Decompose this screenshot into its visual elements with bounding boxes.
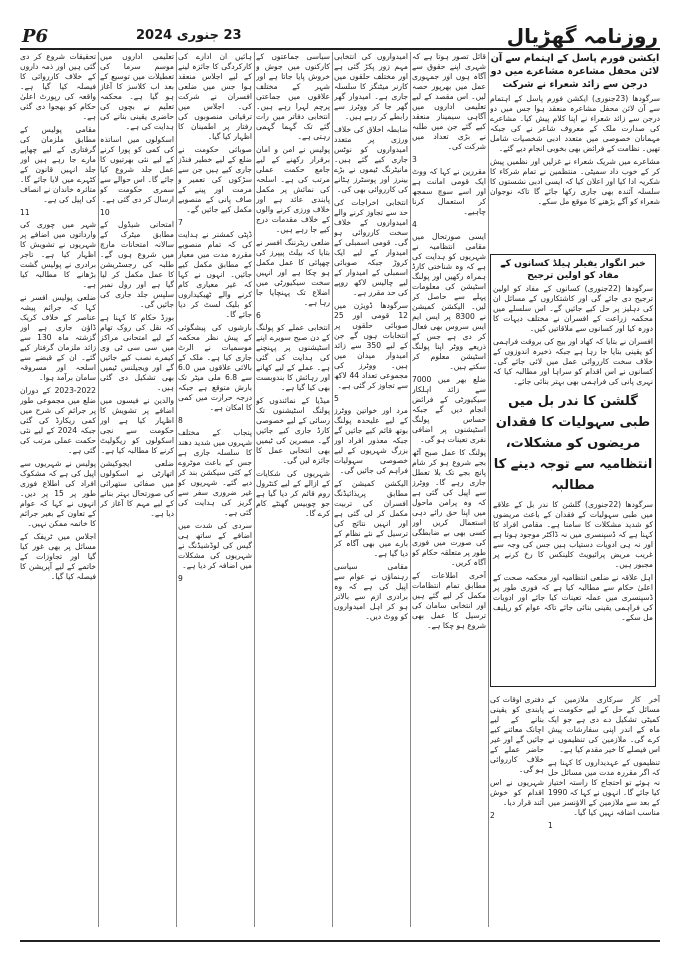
boxed-story-kicker: خبر انگوار یفیلر ہیلڈ کسانوں کے مفاد کو اولین ترجیح <box>500 258 646 281</box>
article-paragraph: ڈپٹی کمشنر نے ہدایت کی کہ تمام منصوبے مقررہ مدت میں معیار کے مطابق مکمل کیے جائیں۔ انہوں نے کہا کہ غیر معیاری کام کرنے والے ٹھیکیداروں کو بلیک لسٹ کر دیا جائے گا۔ <box>178 230 252 319</box>
column-divider <box>98 52 99 927</box>
story-number: 11 <box>20 208 30 217</box>
news-column <box>412 52 486 927</box>
story-number: 10 <box>100 208 110 217</box>
article-paragraph: صوبائی حکومت نے ضلع کے لیے خطیر فنڈز جاری کیے ہیں جن سے سڑکوں کی تعمیر و مرمت اور پینے کے صاف پانی کے منصوبے مکمل کیے جائیں گے۔ <box>178 145 252 214</box>
page-bottom-rule <box>20 940 660 942</box>
article-paragraph: ضابطہ اخلاق کی خلاف ورزی پر متعدد امیدواروں کو نوٹس جاری کیے گئے ہیں۔ مانیٹرنگ ٹیموں نے بڑے بینرز اور پوسٹرز ہٹانے کی کارروائی بھی کی۔ <box>334 125 408 194</box>
column-divider <box>488 52 489 927</box>
article-paragraph: شہریوں کی شکایات کے ازالے کے لیے کنٹرول روم قائم کر دیا گیا ہے جو چوبیس گھنٹے کام کرے گا۔ <box>256 469 330 518</box>
article-paragraph: شہر میں چوری کی وارداتوں میں اضافے پر شہریوں نے تشویش کا اظہار کیا ہے۔ تاجر برادری نے پولیس گشت بڑھانے کا مطالبہ کیا ہے۔ <box>20 220 96 289</box>
story-number: 1 <box>548 821 553 830</box>
article-paragraph: دفتری اوقات کی پابندی کو یقینی بنانے کے لیے اچانک معائنے کیے جائیں گے اور غیر حاضر عملے کے خلاف کارروائی ہو گی۔ <box>490 695 544 774</box>
article-paragraph: انتخابی عملے کو پولنگ کے دن صبح سویرے اپنے اسٹیشنوں پر پہنچنے کی ہدایت کی گئی ہے۔ عملے کے لیے کھانے اور رہائش کا بندوبست بھی کیا گیا ہے۔ <box>256 323 330 392</box>
article-paragraph: مقامی سیاسی رہنماؤں نے عوام سے اپیل کی ہے کہ وہ برادری ازم سے بالاتر ہو کر اہل امیدواروں کو ووٹ دیں۔ <box>334 562 408 621</box>
article-paragraph: سرگودھا (23جنوری) ایکشن فورم پاسل کے اہتمام سے آن لائن محفل مشاعرہ منعقد ہوا جس میں دو درجن سے زائد شعراء نے اپنا کلام پیش کیا۔ مشاعرے کی صدارت ملک کے معروف شاعر نے کی جبکہ مہمانان خصوصی میں متعدد ادبی شخصیات شامل تھیں۔ نظامت کے فرائض بھی بخوبی انجام دیے گئے۔ <box>490 94 660 153</box>
article-paragraph: امتحانی شیڈول کے مطابق میٹرک کے سالانہ امتحانات مارچ میں شروع ہوں گے۔ طلبہ کی رجسٹریشن کا عمل مکمل کر لیا گیا ہے اور رول نمبر سلپس جلد جاری کی جائیں گی۔ <box>100 220 174 309</box>
story-number: 9 <box>178 574 183 583</box>
article-paragraph: ضلعی ریٹرننگ افسر نے بتایا کہ بیلٹ پیپرز کی چھپائی کا عمل مکمل ہو چکا ہے اور انہیں سخت سیکیورٹی میں اضلاع تک پہنچایا جا رہا ہے۔ <box>256 238 330 307</box>
article-paragraph: سیاسی جماعتوں کے کارکنوں میں جوش و خروش پایا جاتا ہے اور شہر کے مختلف علاقوں میں جماعتی پرچم لہرا رہے ہیں۔ انتخابی دفاتر میں رات گئے تک گہما گہمی رہتی ہے۔ <box>256 52 330 141</box>
article-paragraph: ضلعی پولیس افسر نے کہا کہ جرائم پیشہ عناصر کے خلاف کریک ڈاؤن جاری ہے اور گزشتہ ماہ 130 سے زائد ملزمان گرفتار کیے گئے۔ ان کے قبضے سے اسلحہ اور مسروقہ سامان برآمد ہوا۔ <box>20 293 96 382</box>
article-paragraph: اہل علاقہ نے ضلعی انتظامیہ اور محکمہ صحت کے اعلیٰ حکام سے مطالبہ کیا ہے کہ فوری طور پر ڈسپنسری میں عملہ تعینات کیا جائے اور ادویات کی فراہمی یقینی بنائی جائے تاکہ عوام کو ریلیف مل سکے۔ <box>493 573 653 622</box>
article-paragraph: مشاعرے میں شریک شعراء نے غزلیں اور نظمیں پیش کر کے خوب داد سمیٹی۔ منتظمین نے تمام شرکاء کا شکریہ ادا کیا اور اعلان کیا کہ ایسی ادبی نشستوں کا سلسلہ آئندہ بھی جاری رکھا جائے گا تاکہ نوجوان شعراء کو آگے بڑھنے کا موقع مل سکے۔ <box>490 157 660 206</box>
article-paragraph: والدین نے فیسوں میں اضافے پر تشویش کا اظہار کیا ہے اور حکومت سے نجی اسکولوں کو ریگولیٹ کرنے کا مطالبہ کیا ہے۔ <box>100 396 174 455</box>
column-divider <box>254 52 255 927</box>
news-column <box>100 52 174 927</box>
article-paragraph: مقامی پولیس کے مطابق ملزمان کی گرفتاری کے لیے چھاپے مارے جا رہے ہیں اور جلد انہیں قانون کے کٹہرے میں لایا جائے گا۔ متاثرہ خاندان نے انصاف کی اپیل کی ہے۔ <box>20 125 96 204</box>
article-paragraph: 2023-2022 کے دوران ضلع میں مجموعی طور پر جرائم کی شرح میں کمی ریکارڈ کی گئی جبکہ 2024 کے لیے نئی حکمت عملی مرتب کی گئی ہے۔ <box>20 386 96 455</box>
story-number: 7 <box>178 218 183 227</box>
story-number: 4 <box>412 220 417 229</box>
article-paragraph: ضلعی ایجوکیشن اتھارٹی نے اسکولوں میں صفائی ستھرائی کی صورتحال بہتر بنانے کے لیے مہم کا آغاز کر دیا ہے۔ <box>100 459 174 518</box>
article-paragraph: پولنگ کا عمل صبح آٹھ بجے شروع ہو کر شام پانچ بجے تک بلا تعطل جاری رہے گا۔ ووٹرز سے اپیل کی گئی ہے کہ وہ پرامن ماحول میں اپنا حق رائے دہی استعمال کریں اور کسی بھی بے ضابطگی کی صورت میں فوری طور پر متعلقہ حکام کو آگاہ کریں۔ <box>412 448 486 567</box>
bottom-small-story <box>490 695 544 925</box>
column-divider <box>332 52 333 927</box>
publication-date: 23 جنوری 2024 <box>136 28 242 43</box>
story-number: 6 <box>256 311 261 320</box>
news-column <box>20 52 96 927</box>
top-story-headline: ایکشن فورم پاسل کے اہتمام سے آن لائن محفل مشاعرہ مشاعرے میں دو درجن سے زائد شعراء نے شرکت <box>490 53 660 90</box>
news-column <box>334 52 408 927</box>
column-divider <box>410 52 411 927</box>
article-paragraph: میڈیا کے نمائندوں کو پولنگ اسٹیشنوں تک رسائی کے لیے خصوصی کارڈ جاری کیے جائیں گے۔ مبصرین کی ٹیمیں بھی انتخابی عمل کا جائزہ لیں گی۔ <box>256 396 330 465</box>
article-paragraph: سرگودھا (22جنوری) کسانوں کے مفاد کو اولین ترجیح دی جائے گی اور کاشتکاروں کے مسائل ان کی دہلیز پر حل کیے جائیں گے۔ اس سلسلے میں محکمہ زراعت کے افسران نے مختلف دیہات کا دورہ کیا اور کسانوں سے ملاقاتیں کیں۔ <box>493 284 653 333</box>
page-number: P6 <box>22 26 49 47</box>
article-paragraph: آخر کار سرکاری ملازمین کے مسائل کے حل کے لیے حکومت نے کمیٹی تشکیل دے دی ہے جو ایک ماہ کے اندر اپنی سفارشات پیش کرے گی۔ ملازمین کی تنظیموں نے اس فیصلے کا خیر مقدم کیا ہے۔ <box>548 695 660 754</box>
article-paragraph: پنجاب کے مختلف شہروں میں شدید دھند کا سلسلہ جاری ہے جس کے باعث موٹروے کے کئی سیکشن بند کر دیے گئے۔ شہریوں کو غیر ضروری سفر سے گریز کی ہدایت کی گئی ہے۔ <box>178 428 252 517</box>
boxed-story <box>490 254 656 687</box>
article-paragraph: آخری اطلاعات کے مطابق تمام انتظامات مکمل کر لیے گئے ہیں اور انتخابی سامان کی ترسیل کا عمل بھی شروع ہو چکا ہے۔ <box>412 571 486 630</box>
newspaper-title: روزنامہ گھڑیال <box>506 24 658 48</box>
article-paragraph: امیدواروں کی انتخابی مہم زور پکڑ گئی ہے اور مختلف حلقوں میں کارنر میٹنگز کا سلسلہ جاری ہے۔ امیدوار گھر گھر جا کر ووٹرز سے رابطے کر رہے ہیں۔ <box>334 52 408 121</box>
bottom-right-story <box>548 695 660 925</box>
masthead <box>20 26 660 50</box>
article-paragraph: بارشوں کی پیشگوئی کے پیش نظر محکمہ موسمیات نے الرٹ جاری کیا ہے۔ ملک کے بالائی علاقوں میں 6.0 سے 6.8 ملی میٹر تک بارش متوقع ہے جبکہ درجہ حرارت میں کمی کا امکان ہے۔ <box>178 323 252 412</box>
article-paragraph: سردی کی شدت میں اضافے کے ساتھ ہی گیس کی لوڈشیڈنگ نے شہریوں کی مشکلات میں اضافہ کر دیا ہے۔ <box>178 521 252 570</box>
article-paragraph: اسکولوں میں اساتذہ کی کمی کو پورا کرنے کے لیے نئی بھرتیوں کا عمل جلد شروع کیا جائے گا۔ اس حوالے سے سمری حکومت کو ارسال کر دی گئی ہے۔ <box>100 135 174 204</box>
story-number: 8 <box>178 416 183 425</box>
article-paragraph: ہائیں ان ادارے کی کارکردگی کا جائزہ لینے کے لیے اجلاس منعقد ہوا جس میں ضلعی افسران نے شرکت کی۔ اجلاس میں ترقیاتی منصوبوں کی رفتار پر اطمینان کا اظہار کیا گیا۔ <box>178 52 252 141</box>
article-paragraph: تحقیقات شروع کر دی گئی ہیں اور ذمہ داروں کے خلاف کارروائی کا فیصلہ کیا گیا ہے۔ واقعہ کی رپورٹ اعلیٰ حکام کو بھجوا دی گئی ہے۔ <box>20 52 96 121</box>
article-paragraph: قائل تصور ہوتا ہے کہ شہری اپنے حقوق سے آگاہ ہوں اور جمہوری عمل میں بھرپور حصہ لیں۔ اس مقصد کے لیے تعلیمی اداروں میں آگاہی سیمینار منعقد کیے گئے جن میں طلبہ نے بڑی تعداد میں شرکت کی۔ <box>412 52 486 151</box>
article-paragraph: بورڈ حکام کا کہنا ہے کہ نقل کی روک تھام کے لیے امتحانی مراکز میں سی سی ٹی وی کیمرے نصب کیے جائیں گے اور ویجیلنس ٹیمیں بھی تشکیل دی گئی ہیں۔ <box>100 313 174 392</box>
article-paragraph: اجلاس میں ٹریفک کے مسائل پر بھی غور کیا گیا اور تجاوزات کے خاتمے کے لیے آپریشن کا فیصلہ کیا گیا۔ <box>20 532 96 581</box>
article-paragraph: شہریوں نے اس اقدام کو خوش آئند قرار دیا۔ <box>490 778 544 807</box>
article-paragraph: تعلیمی اداروں میں موسم سرما کی تعطیلات میں توسیع کے بعد اب کلاسز کا آغاز ہو گیا ہے۔ محکمہ تعلیم نے بچوں کی حاضری یقینی بنانے کی ہدایت کی ہے۔ <box>100 52 174 131</box>
article-paragraph: انتخابی اخراجات کی حد سے تجاوز کرنے والے امیدواروں کے خلاف سخت کارروائی ہو گی۔ قومی اسمبلی کے امیدوار کے لیے ایک کروڑ جبکہ صوبائی اسمبلی کے امیدوار کے لیے چالیس لاکھ روپے کی حد مقرر ہے۔ <box>334 198 408 297</box>
article-paragraph: الیکشن کمیشن کے مطابق پریذائیڈنگ افسران کی تربیت مکمل کر لی گئی ہے اور انہیں نتائج کی ترسیل کے نئے نظام کے بارے میں بھی آگاہ کر دیا گیا ہے۔ <box>334 479 408 558</box>
boxed-story-headline: گلشن کا ندر بل میں طبی سہولیات کا فقدان مریضوں کو مشکلات، انتظامیہ سے توجہ دینے کا مطالبہ <box>493 394 653 493</box>
story-number: 3 <box>412 155 417 164</box>
article-paragraph: پولیس نے شہریوں سے اپیل کی ہے کہ مشکوک افراد کی اطلاع فوری طور پر 15 پر دیں۔ انہوں نے کہا کہ عوام کے تعاون کے بغیر جرائم کا خاتمہ ممکن نہیں۔ <box>20 459 96 528</box>
story-number: 2 <box>490 811 495 820</box>
article-paragraph: تنظیموں کے عہدیداروں کا کہنا ہے کہ اگر مقررہ مدت میں مسائل حل نہ ہوئے تو احتجاج کا راستہ اختیار کیا جائے گا۔ انہوں نے کہا کہ 1990 کے بعد سے ملازمین کے الاؤنسز میں مناسب اضافہ نہیں کیا گیا۔ <box>548 758 660 817</box>
column-divider <box>176 52 177 927</box>
story-number: 5 <box>334 394 339 403</box>
article-paragraph: ایسی صورتحال میں مقامی انتظامیہ نے شہریوں کو ہدایت کی ہے کہ وہ شناختی کارڈ ہمراہ رکھیں اور پولنگ اسٹیشن کی معلومات پہلے سے حاصل کر لیں۔ الیکشن کمیشن نے 8300 پر ایس ایم ایس سروس بھی فعال کر دی ہے جس کے ذریعے ووٹر اپنا پولنگ اسٹیشن معلوم کر سکتے ہیں۔ <box>412 232 486 371</box>
news-column <box>178 52 252 927</box>
article-paragraph: پولیس نے امن و امان برقرار رکھنے کے لیے جامع حکمت عملی مرتب کی ہے۔ اسلحہ کی نمائش پر مکمل پابندی عائد ہے اور خلاف ورزی کرنے والوں کے خلاف مقدمات درج کیے جا رہے ہیں۔ <box>256 145 330 234</box>
article-paragraph: ضلع بھر میں 7000 سے زائد اہلکار سیکیورٹی کے فرائض انجام دیں گے جبکہ حساس پولنگ اسٹیشنوں پر اضافی نفری تعینات ہو گی۔ <box>412 375 486 444</box>
article-paragraph: مرد اور خواتین ووٹرز کے لیے علیحدہ پولنگ بوتھ قائم کیے جائیں گے جبکہ معذور افراد اور بزرگ شہریوں کے لیے خصوصی سہولیات فراہم کی جائیں گی۔ <box>334 406 408 475</box>
article-paragraph: افسران نے بتایا کہ کھاد اور بیج کی بروقت فراہمی کو یقینی بنایا جا رہا ہے جبکہ ذخیرہ اندوزوں کے خلاف سخت کارروائی عمل میں لائی جائے گی۔ کسانوں نے اس اقدام کو سراہا اور مطالبہ کیا کہ نہری پانی کی فراہمی بھی بہتر بنائی جائے۔ <box>493 337 653 386</box>
news-column <box>256 52 330 927</box>
article-paragraph: مقررین نے کہا کہ ووٹ ایک قومی امانت ہے اور اسے سوچ سمجھ کر استعمال کرنا چاہیے۔ <box>412 167 486 216</box>
article-paragraph: سرگودھا (22جنوری) گلشن کا ندر بل کے علاقے میں طبی سہولیات کے فقدان کے باعث مریضوں کو شدید مشکلات کا سامنا ہے۔ مقامی افراد کا کہنا ہے کہ ڈسپنسری میں نہ ڈاکٹر موجود ہوتا ہے اور نہ ہی ادویات دستیاب ہیں جس کی وجہ سے غریب مریض پرائیویٹ کلینکس کا رخ کرنے پر مجبور ہیں۔ <box>493 500 653 569</box>
top-story <box>490 52 660 252</box>
article-paragraph: سرگودھا ڈویژن میں 12 قومی اور 25 صوبائی حلقوں پر انتخابات ہوں گے جن کے لیے 350 سے زائد امیدوار میدان میں ہیں۔ ووٹرز کی مجموعی تعداد 44 لاکھ سے تجاوز کر گئی ہے۔ <box>334 301 408 390</box>
